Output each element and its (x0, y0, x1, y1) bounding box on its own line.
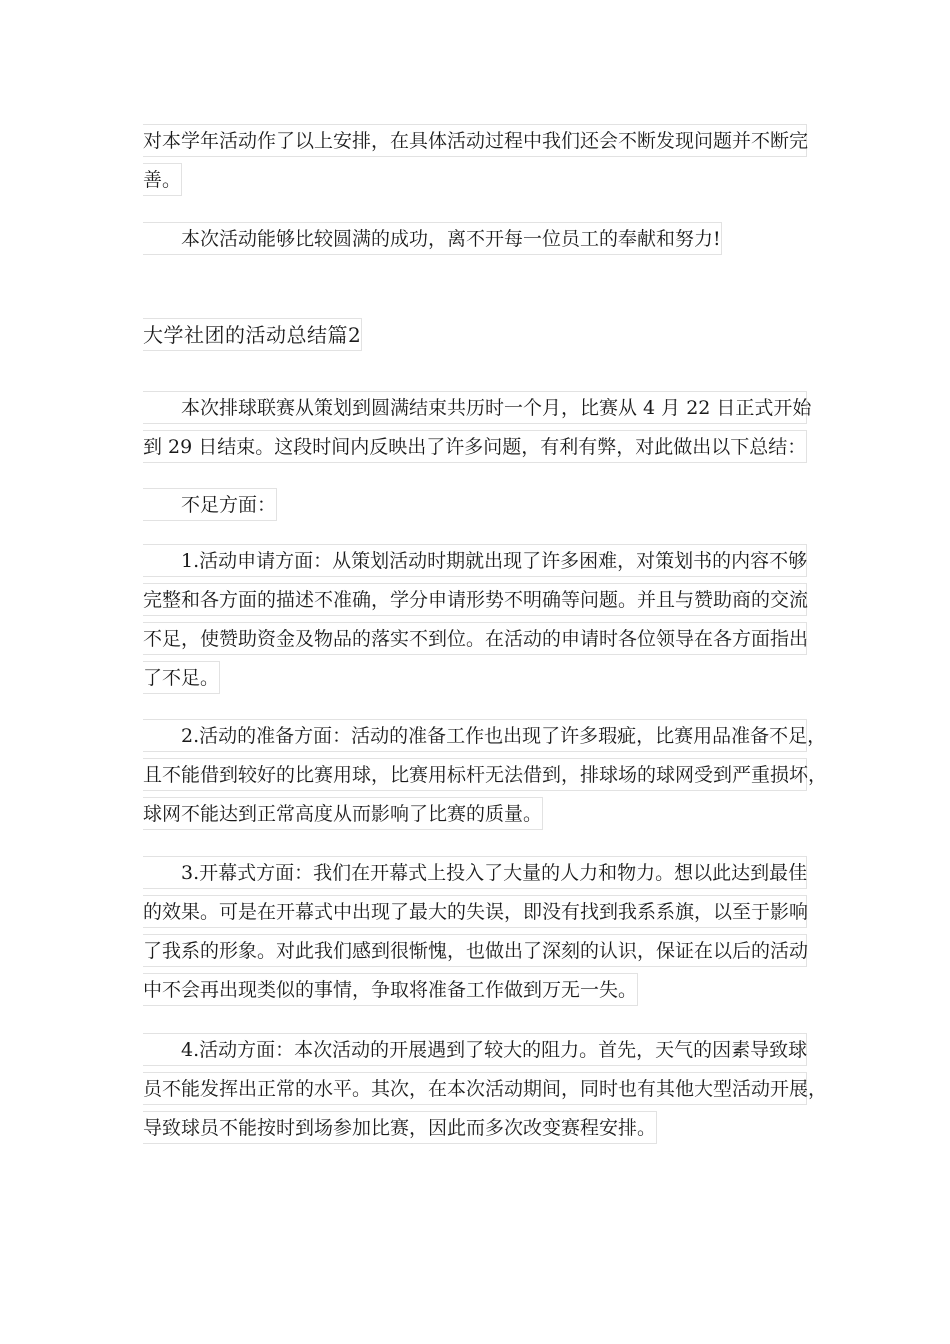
paragraph-1-line-2: 善。 (143, 163, 182, 196)
paragraph-8-line-3: 导致球员不能按时到场参加比赛，因此而多次改变赛程安排。 (143, 1111, 657, 1144)
paragraph-2-line-1: 本次活动能够比较圆满的成功，离不开每一位员工的奉献和努力! (143, 222, 722, 255)
paragraph-8-line-1: 4.活动方面：本次活动的开展遇到了较大的阻力。首先，天气的因素导致球 (143, 1033, 807, 1066)
paragraph-6-line-2: 且不能借到较好的比赛用球，比赛用标杆无法借到，排球场的球网受到严重损坏， (143, 758, 807, 791)
paragraph-6-line-3: 球网不能达到正常高度从而影响了比赛的质量。 (143, 797, 543, 830)
paragraph-7-line-1: 3.开幕式方面：我们在开幕式上投入了大量的人力和物力。想以此达到最佳 (143, 856, 807, 889)
paragraph-5-line-4: 了不足。 (143, 661, 220, 694)
paragraph-8-line-2: 员不能发挥出正常的水平。其次，在本次活动期间，同时也有其他大型活动开展， (143, 1072, 807, 1105)
paragraph-7-line-3: 了我系的形象。对此我们感到很惭愧，也做出了深刻的认识，保证在以后的活动 (143, 934, 807, 967)
paragraph-5-line-3: 不足，使赞助资金及物品的落实不到位。在活动的申请时各位领导在各方面指出 (143, 622, 807, 655)
paragraph-3-line-2: 到 29 日结束。这段时间内反映出了许多问题，有利有弊，对此做出以下总结： (143, 430, 807, 463)
paragraph-1-line-1: 对本学年活动作了以上安排，在具体活动过程中我们还会不断发现问题并不断完 (143, 124, 807, 157)
paragraph-5-line-1: 1.活动申请方面：从策划活动时期就出现了许多困难，对策划书的内容不够 (143, 544, 807, 577)
paragraph-7-line-4: 中不会再出现类似的事情，争取将准备工作做到万无一失。 (143, 973, 638, 1006)
paragraph-6-line-1: 2.活动的准备方面：活动的准备工作也出现了许多瑕疵，比赛用品准备不足， (143, 719, 807, 752)
paragraph-5-line-2: 完整和各方面的描述不准确，学分申请形势不明确等问题。并且与赞助商的交流 (143, 583, 807, 616)
paragraph-3-line-1: 本次排球联赛从策划到圆满结束共历时一个月，比赛从 4 月 22 日正式开始 (143, 391, 807, 424)
paragraph-7-line-2: 的效果。可是在开幕式中出现了最大的失误，即没有找到我系系旗，以至于影响 (143, 895, 807, 928)
section-heading: 大学社团的活动总结篇2 (143, 318, 362, 351)
paragraph-4-line-1: 不足方面： (143, 488, 277, 521)
